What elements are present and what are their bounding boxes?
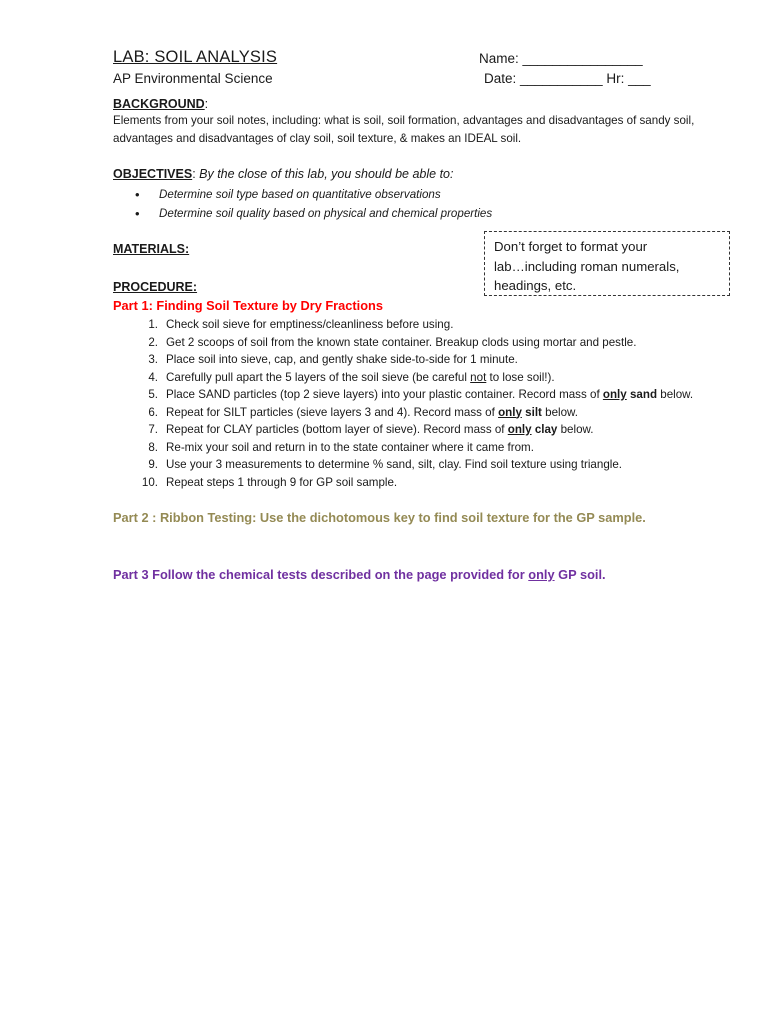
course-name: AP Environmental Science bbox=[113, 71, 273, 86]
step-item bbox=[113, 316, 693, 334]
step-text-part: below. bbox=[557, 423, 594, 436]
step-text: Repeat steps 1 through 9 for GP soil sample. bbox=[166, 475, 398, 489]
format-reminder-box bbox=[484, 231, 730, 296]
note-line: Don’t forget to format your bbox=[494, 239, 648, 254]
step-item bbox=[113, 404, 693, 422]
background-text: Elements from your soil notes, including: what is soil, soil formation, advantages and disadvantages of sandy soil, advantages and disadvantages of clay soil, soil texture, & makes an IDEAL soil. bbox=[113, 114, 695, 145]
emphasis-only: only bbox=[528, 567, 555, 582]
objective-item: • Determine soil quality based on physical and chemical properties bbox=[113, 204, 492, 223]
step-text: Get 2 scoops of soil from the known state container. Breakup clods using mortar and pestle. bbox=[166, 335, 637, 349]
background-colon: : bbox=[204, 97, 209, 111]
part3-text: Part 3 Follow the chemical tests described on the page provided for bbox=[113, 567, 529, 582]
procedure-steps bbox=[113, 316, 693, 491]
step-item bbox=[113, 456, 693, 474]
note-line: headings, etc. bbox=[494, 278, 577, 293]
objectives-intro: By the close of this lab, you should be able to: bbox=[199, 167, 454, 181]
step-number: 2. bbox=[148, 335, 158, 349]
emphasis-only: only bbox=[498, 405, 522, 419]
step-number: 9. bbox=[148, 458, 158, 471]
emphasis-silt: silt bbox=[525, 405, 542, 419]
step-text: Re-mix your soil and return in to the state container where it came from. bbox=[166, 440, 534, 454]
part3-text: GP soil. bbox=[554, 567, 606, 582]
objective-item: • Determine soil type based on quantitative observations bbox=[113, 185, 492, 204]
step-text bbox=[158, 369, 555, 387]
background-heading: BACKGROUND bbox=[113, 97, 205, 111]
step-text: Place soil into sieve, cap, and gently shake side-to-side for 1 minute. bbox=[166, 353, 518, 366]
step-text bbox=[158, 404, 578, 422]
step-text-part: Repeat for CLAY particles (bottom layer of sieve). Record mass of bbox=[166, 423, 508, 436]
step-number: 10. bbox=[141, 475, 158, 489]
objectives-colon: : bbox=[192, 167, 200, 181]
step-number: 5. bbox=[148, 388, 158, 401]
step-number: 4. bbox=[148, 370, 158, 384]
step-text-part: to lose soil!). bbox=[486, 370, 555, 384]
step-text: Check soil sieve for emptiness/cleanliness before using. bbox=[166, 318, 454, 331]
step-item bbox=[113, 369, 693, 387]
emphasis-only: only bbox=[602, 388, 627, 401]
step-text-part: below. bbox=[657, 388, 694, 401]
step-item bbox=[113, 474, 693, 492]
step-number: 7. bbox=[148, 423, 158, 436]
materials-heading: MATERIALS: bbox=[113, 242, 190, 256]
step-number: 6. bbox=[148, 405, 158, 419]
procedure-heading: PROCEDURE: bbox=[113, 280, 198, 294]
step-text: Use your 3 measurements to determine % sand, silt, clay. Find soil texture using triangle. bbox=[166, 458, 623, 471]
step-text-part: Place SAND particles (top 2 sieve layers) into your plastic container. Record mass of bbox=[166, 388, 603, 401]
step-item bbox=[113, 386, 693, 404]
step-text-part: Repeat for SILT particles (sieve layers 3 and 4). Record mass of bbox=[166, 405, 499, 419]
objectives-row bbox=[113, 167, 453, 181]
step-item bbox=[113, 421, 693, 439]
background-heading-row bbox=[113, 95, 208, 113]
objectives-list bbox=[113, 185, 492, 223]
part2-title: Part 2 : Ribbon Testing: Use the dichotomous key to find soil texture for the GP sample. bbox=[113, 510, 646, 525]
emphasis-only: only bbox=[507, 423, 532, 436]
date-hour-field: Date: ___________ Hr: ___ bbox=[484, 71, 651, 86]
emphasis-clay: clay bbox=[534, 423, 558, 436]
objectives-heading: OBJECTIVES bbox=[113, 167, 193, 181]
part1-title: Part 1: Finding Soil Texture by Dry Fractions bbox=[113, 298, 383, 313]
step-number: 3. bbox=[148, 353, 158, 366]
step-text bbox=[158, 421, 594, 439]
step-number: 1. bbox=[148, 318, 158, 331]
lab-title: LAB: SOIL ANALYSIS bbox=[113, 48, 278, 66]
step-text bbox=[158, 386, 693, 404]
step-number: 8. bbox=[148, 440, 158, 454]
part3-title bbox=[113, 567, 606, 582]
name-field: Name: ________________ bbox=[479, 51, 643, 66]
step-item bbox=[113, 351, 693, 369]
step-item bbox=[113, 439, 693, 457]
step-text-part: below. bbox=[541, 405, 579, 419]
step-item bbox=[113, 334, 693, 352]
step-text-part: Carefully pull apart the 5 layers of the soil sieve (be careful bbox=[166, 370, 471, 384]
emphasis-sand: sand bbox=[629, 388, 658, 401]
emphasis-not: not bbox=[470, 370, 487, 384]
note-line: lab…including roman numerals, bbox=[494, 258, 680, 274]
